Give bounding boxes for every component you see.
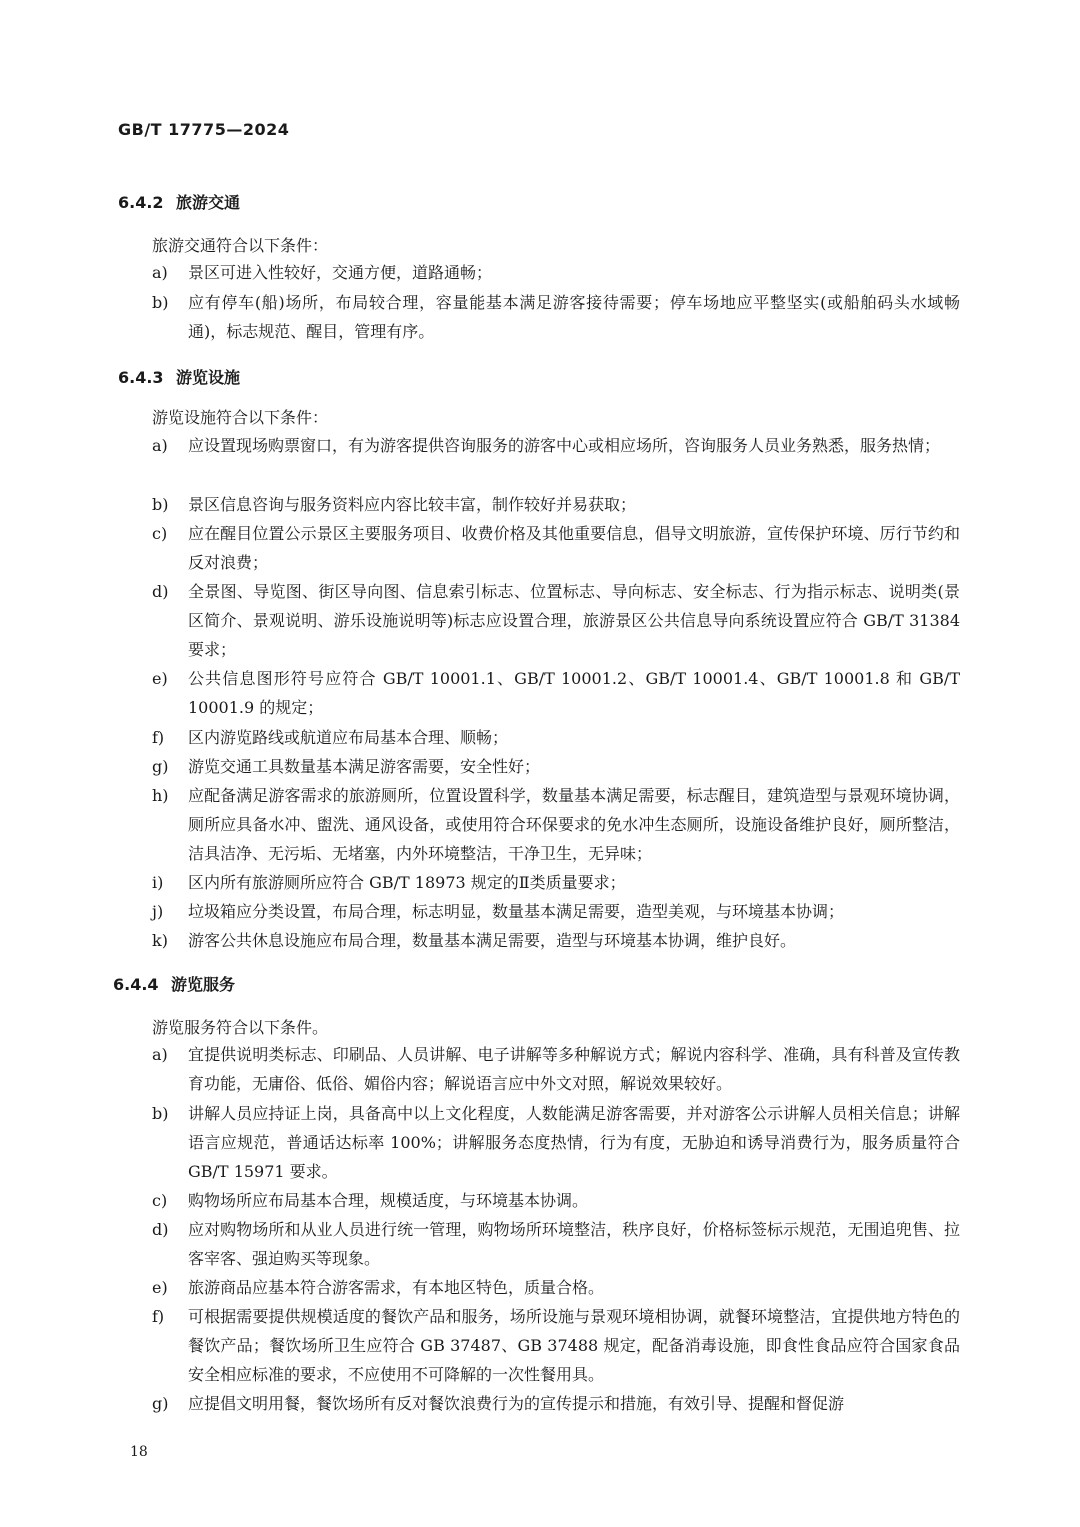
item-text: 应对购物场所和从业人员进行统一管理，购物场所环境整洁，秩序良好，价格标签标示规范，无围追兜售、拉客宰客、强迫购买等现象。 bbox=[188, 1220, 960, 1268]
list-item bbox=[152, 752, 960, 781]
item-text: 应有停车(船)场所，布局较合理，容量能基本满足游客接待需要；停车场地应平整坚实(或船舶码头水域畅通)，标志规范、醒目，管理有序。 bbox=[188, 293, 960, 341]
item-label: e) bbox=[152, 669, 168, 688]
list-item bbox=[152, 897, 960, 926]
list-item bbox=[152, 868, 960, 897]
list-item bbox=[152, 1186, 960, 1215]
section-intro: 游览服务符合以下条件。 bbox=[152, 1018, 329, 1037]
item-text: 区内所有旅游厕所应符合 GB/T 18973 规定的Ⅱ类质量要求； bbox=[188, 873, 626, 892]
section-heading bbox=[118, 190, 240, 213]
section-title: 旅游交通 bbox=[176, 193, 241, 212]
item-text: 景区信息咨询与服务资料应内容比较丰富，制作较好并易获取； bbox=[188, 495, 637, 514]
section-heading bbox=[118, 365, 240, 388]
item-text: 旅游商品应基本符合游客需求，有本地区特色，质量合格。 bbox=[188, 1278, 605, 1297]
item-label: d) bbox=[152, 582, 169, 601]
list-item bbox=[152, 926, 960, 955]
item-label: i) bbox=[152, 873, 164, 892]
item-label: c) bbox=[152, 1191, 168, 1210]
item-label: g) bbox=[152, 757, 169, 776]
item-text: 讲解人员应持证上岗，具备高中以上文化程度，人数能满足游客需要，并对游客公示讲解人员相关信息；讲解语言应规范，普通话达标率 100%；讲解服务态度热情，行为有度，无胁迫和诱导消费行为，服务质量符合 GB/T 15971 要求。 bbox=[188, 1104, 960, 1181]
item-label: j) bbox=[152, 902, 164, 921]
section-intro: 旅游交通符合以下条件： bbox=[152, 236, 329, 255]
item-text: 应提倡文明用餐，餐饮场所有反对餐饮浪费行为的宣传提示和措施，有效引导、提醒和督促游 bbox=[188, 1394, 845, 1413]
item-label: b) bbox=[152, 293, 169, 312]
item-text: 可根据需要提供规模适度的餐饮产品和服务，场所设施与景观环境相协调，就餐环境整洁，宜提供地方特色的餐饮产品；餐饮场所卫生应符合 GB 37487、GB 37488 规定，配备消毒设施，即食性食品应符合国家食品安全相应标准的要求，不应使用不可降解的一次性餐用具。 bbox=[188, 1307, 960, 1384]
item-text: 应设置现场购票窗口，有为游客提供咨询服务的游客中心或相应场所，咨询服务人员业务熟悉，服务热情； bbox=[188, 436, 941, 455]
section-number: 6.4.3 bbox=[118, 368, 164, 387]
list-item bbox=[152, 288, 960, 346]
list-item bbox=[152, 664, 960, 722]
list-item bbox=[152, 1040, 960, 1098]
list-item bbox=[152, 258, 960, 287]
item-text: 游览交通工具数量基本满足游客需要，安全性好； bbox=[188, 757, 541, 776]
item-label: a) bbox=[152, 263, 168, 282]
item-label: g) bbox=[152, 1394, 169, 1413]
list-item bbox=[152, 781, 960, 868]
item-text: 全景图、导览图、街区导向图、信息索引标志、位置标志、导向标志、安全标志、行为指示标志、说明类(景区简介、景观说明、游乐设施说明等)标志应设置合理，旅游景区公共信息导向系统设置应符合 GB/T 31384 要求； bbox=[188, 582, 960, 659]
list-item bbox=[152, 490, 960, 519]
item-text: 游客公共休息设施应布局合理，数量基本满足需要，造型与环境基本协调，维护良好。 bbox=[188, 931, 797, 950]
section-intro: 游览设施符合以下条件： bbox=[152, 408, 329, 427]
list-item bbox=[152, 1099, 960, 1186]
item-text: 应在醒目位置公示景区主要服务项目、收费价格及其他重要信息，倡导文明旅游，宣传保护环境、厉行节约和反对浪费； bbox=[188, 524, 960, 572]
section-number: 6.4.4 bbox=[113, 975, 159, 994]
item-text: 公共信息图形符号应符合 GB/T 10001.1、GB/T 10001.2、GB/T 10001.4、GB/T 10001.8 和 GB/T 10001.9 的规定； bbox=[188, 669, 960, 717]
item-label: h) bbox=[152, 786, 169, 805]
list-item bbox=[152, 577, 960, 664]
item-text: 区内游览路线或航道应布局基本合理、顺畅； bbox=[188, 728, 509, 747]
item-label: f) bbox=[152, 728, 165, 747]
item-label: e) bbox=[152, 1278, 168, 1297]
standard-code: GB/T 17775—2024 bbox=[118, 120, 290, 139]
item-text: 景区可进入性较好，交通方便，道路通畅； bbox=[188, 263, 493, 282]
section-title: 游览设施 bbox=[176, 368, 241, 387]
list-item bbox=[152, 1215, 960, 1273]
item-label: c) bbox=[152, 524, 168, 543]
item-label: k) bbox=[152, 931, 168, 950]
section-title: 游览服务 bbox=[171, 975, 236, 994]
section-number: 6.4.2 bbox=[118, 193, 164, 212]
item-label: f) bbox=[152, 1307, 165, 1326]
item-text: 垃圾箱应分类设置，布局合理，标志明显，数量基本满足需要，造型美观，与环境基本协调； bbox=[188, 902, 845, 921]
item-label: b) bbox=[152, 1104, 169, 1123]
list-item bbox=[152, 1273, 960, 1302]
list-item bbox=[152, 431, 960, 460]
item-text: 购物场所应布局基本合理，规模适度，与环境基本协调。 bbox=[188, 1191, 589, 1210]
item-label: a) bbox=[152, 1045, 168, 1064]
item-label: a) bbox=[152, 436, 168, 455]
item-label: d) bbox=[152, 1220, 169, 1239]
list-item bbox=[152, 1302, 960, 1389]
section-heading bbox=[113, 972, 235, 995]
item-text: 宜提供说明类标志、印刷品、人员讲解、电子讲解等多种解说方式；解说内容科学、准确，具有科普及宣传教育功能，无庸俗、低俗、媚俗内容；解说语言应中外文对照，解说效果较好。 bbox=[188, 1045, 960, 1093]
list-item bbox=[152, 723, 960, 752]
item-text: 应配备满足游客需求的旅游厕所，位置设置科学，数量基本满足需要，标志醒目，建筑造型与景观环境协调，厕所应具备水冲、盥洗、通风设备，或使用符合环保要求的免水冲生态厕所，设施设备维护良好，厕所整洁，洁具洁净、无污垢、无堵塞，内外环境整洁，干净卫生，无异味； bbox=[188, 786, 960, 863]
list-item bbox=[152, 519, 960, 577]
list-item bbox=[152, 1389, 960, 1418]
item-label: b) bbox=[152, 495, 169, 514]
page-number: 18 bbox=[130, 1444, 148, 1460]
